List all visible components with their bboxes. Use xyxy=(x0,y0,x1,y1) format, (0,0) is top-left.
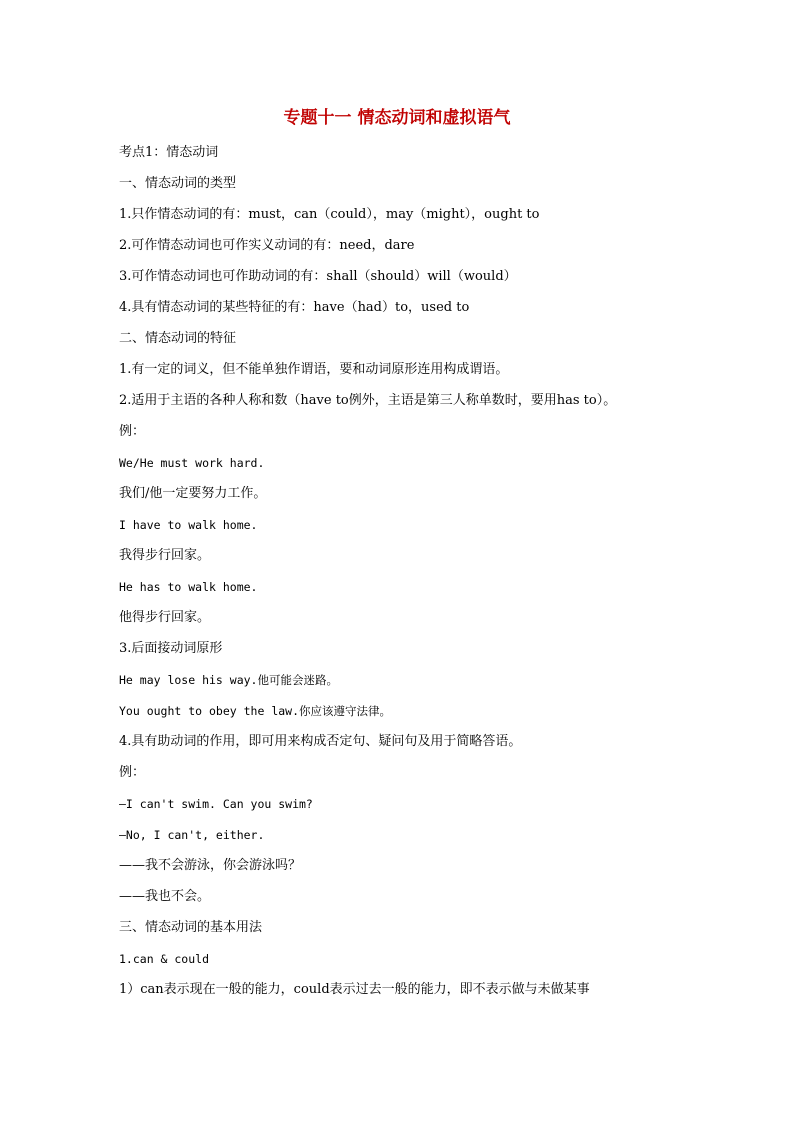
paragraph-line: 例： xyxy=(119,424,146,439)
paragraph-line: —I can't swim. Can you swim? xyxy=(119,797,313,811)
paragraph-line: ——我不会游泳，你会游泳吗？ xyxy=(119,858,302,873)
paragraph-line: 考点1：情态动词 xyxy=(119,145,219,160)
paragraph-line: You ought to obey the law.你应该遵守法律。 xyxy=(119,704,392,718)
paragraph-line: —No, I can't, either. xyxy=(119,828,265,842)
paragraph-line: 2.可作情态动词也可作实义动词的有：need，dare xyxy=(119,238,415,253)
paragraph-line: He may lose his way.他可能会迷路。 xyxy=(119,673,338,687)
paragraph-line: I have to walk home. xyxy=(119,518,258,532)
paragraph-line: 4.具有情态动词的某些特征的有：have（had）to，used to xyxy=(119,300,470,315)
paragraph-line: 1）can表示现在一般的能力，could表示过去一般的能力，即不表示做与未做某事 xyxy=(119,982,590,997)
document-body xyxy=(119,143,719,1011)
paragraph-line: 例： xyxy=(119,765,146,780)
paragraph-line: 1.只作情态动词的有：must，can（could），may（might），ought to xyxy=(119,207,540,222)
paragraph-line: 1.有一定的词义，但不能单独作谓语，要和动词原形连用构成谓语。 xyxy=(119,362,509,377)
paragraph-line: 3.后面接动词原形 xyxy=(119,641,223,656)
paragraph-line: 1.can & could xyxy=(119,952,210,966)
paragraph-line: ——我也不会。 xyxy=(119,889,211,904)
paragraph-line: 4.具有助动词的作用，即可用来构成否定句、疑问句及用于简略答语。 xyxy=(119,734,522,749)
paragraph-line: 三、情态动词的基本用法 xyxy=(119,920,263,935)
paragraph-line: He has to walk home. xyxy=(119,580,258,594)
paragraph-line: 我们/他一定要努力工作。 xyxy=(119,486,267,501)
paragraph-line: 我得步行回家。 xyxy=(119,548,211,563)
paragraph-line: 一、情态动词的类型 xyxy=(119,176,237,191)
paragraph-line: 二、情态动词的特征 xyxy=(119,331,237,346)
paragraph-line: 3.可作情态动词也可作助动词的有：shall（should）will（would） xyxy=(119,269,517,284)
paragraph-line: 2.适用于主语的各种人称和数（have to例外，主语是第三人称单数时，要用has to）。 xyxy=(119,393,617,408)
document-title: 专题十一 情态动词和虚拟语气 xyxy=(283,108,511,128)
paragraph-line: We/He must work hard. xyxy=(119,456,265,470)
paragraph-line: 他得步行回家。 xyxy=(119,610,211,625)
